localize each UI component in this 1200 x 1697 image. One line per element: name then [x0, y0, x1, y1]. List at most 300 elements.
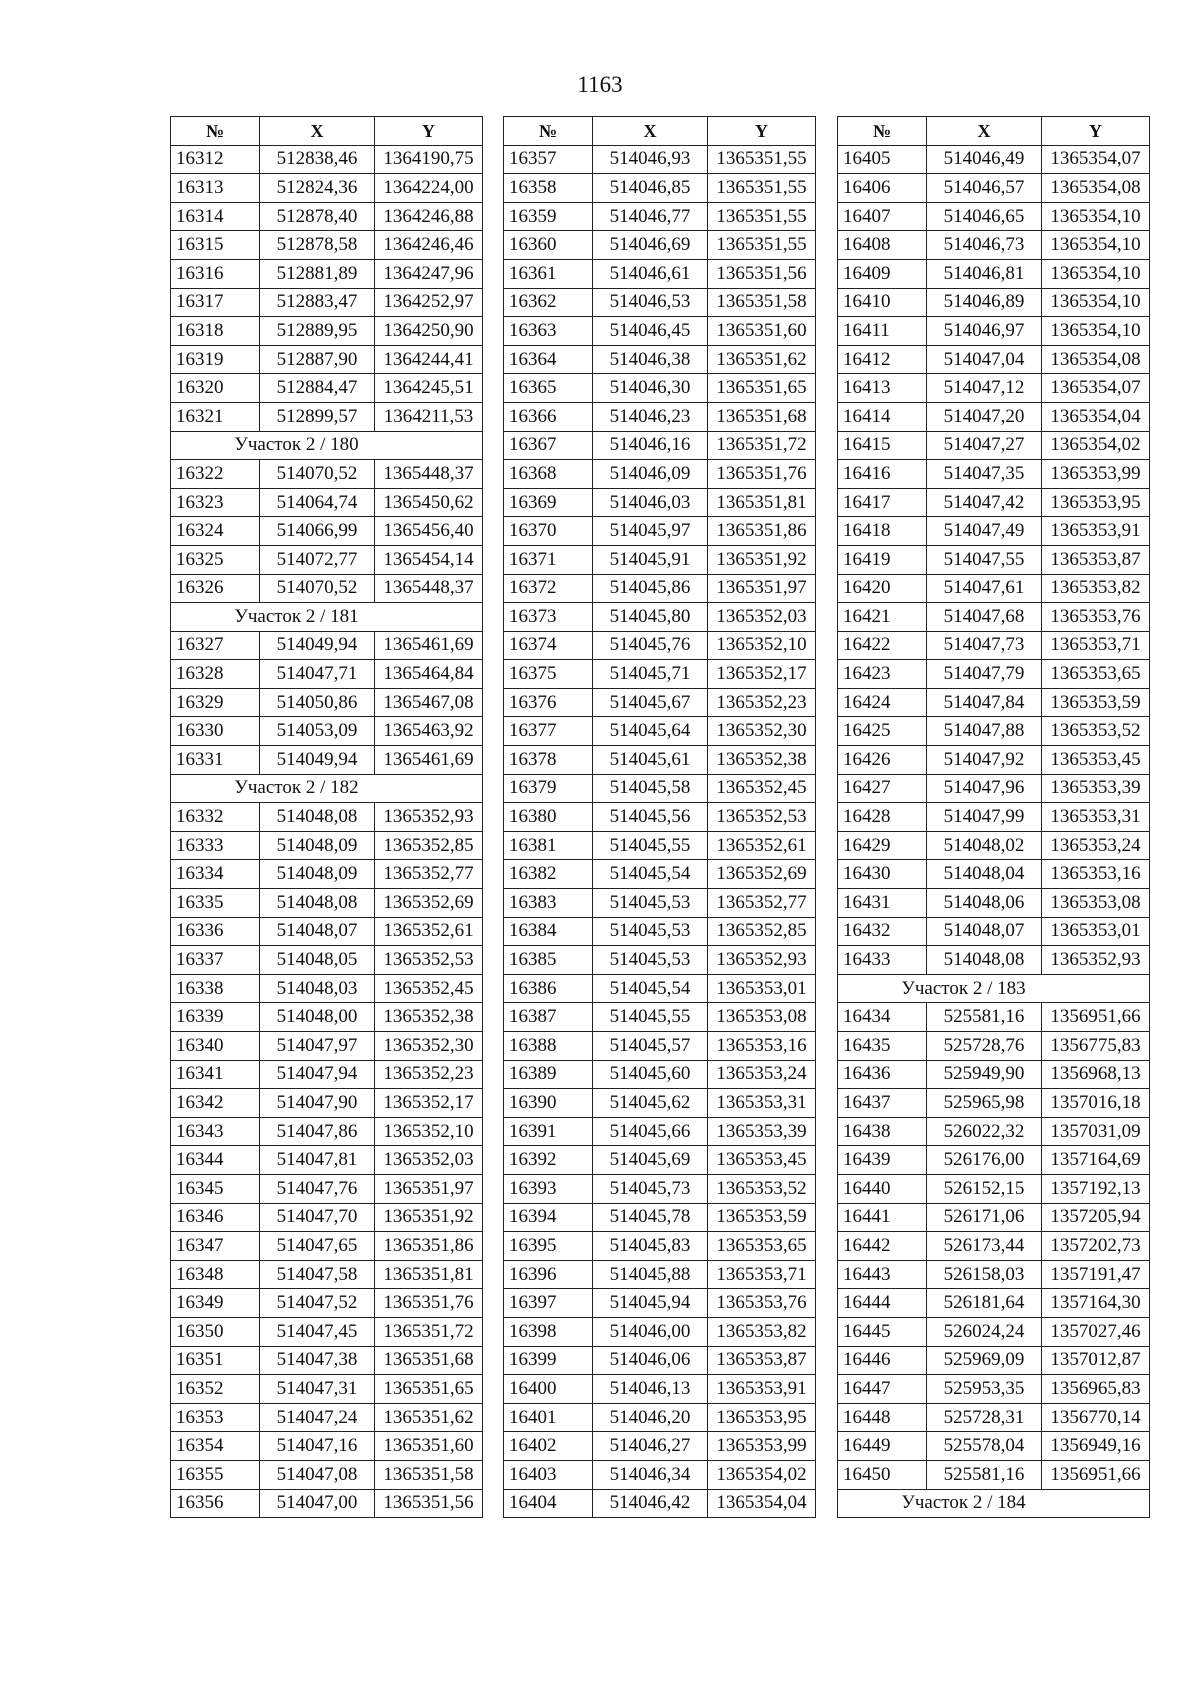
y-coordinate-cell: 1365353,65: [1042, 660, 1150, 689]
y-coordinate-cell: 1365353,95: [708, 1403, 816, 1432]
table-row: [504, 860, 816, 889]
section-label: Участок 2 / 181: [234, 605, 359, 627]
table-row: [838, 460, 1150, 489]
y-coordinate-cell: 1365353,91: [708, 1375, 816, 1404]
point-number-cell: 16356: [171, 1489, 260, 1518]
point-number-cell: 16345: [171, 1174, 260, 1203]
x-coordinate-cell: 526171,06: [927, 1203, 1042, 1232]
x-coordinate-cell: 514046,93: [593, 145, 708, 174]
point-number-cell: 16361: [504, 259, 593, 288]
point-number-cell: 16403: [504, 1460, 593, 1489]
point-number-cell: 16401: [504, 1403, 593, 1432]
y-coordinate-cell: 1357031,09: [1042, 1117, 1150, 1146]
x-coordinate-cell: 514046,89: [927, 288, 1042, 317]
y-coordinate-cell: 1365351,58: [375, 1460, 483, 1489]
y-coordinate-cell: 1365456,40: [375, 517, 483, 546]
table-row: [838, 545, 1150, 574]
table-row: [504, 402, 816, 431]
x-coordinate-cell: 514046,09: [593, 460, 708, 489]
point-number-cell: 16357: [504, 145, 593, 174]
y-coordinate-cell: 1365351,60: [375, 1432, 483, 1461]
y-coordinate-cell: 1365353,65: [708, 1232, 816, 1261]
y-coordinate-cell: 1365353,39: [708, 1117, 816, 1146]
table-row: [504, 1375, 816, 1404]
x-coordinate-cell: 512878,40: [260, 202, 375, 231]
x-coordinate-cell: 514048,02: [927, 831, 1042, 860]
point-number-cell: 16341: [171, 1060, 260, 1089]
point-number-cell: 16418: [838, 517, 927, 546]
x-coordinate-cell: 514046,27: [593, 1432, 708, 1461]
y-coordinate-cell: 1365353,82: [1042, 574, 1150, 603]
y-coordinate-cell: 1365352,03: [708, 603, 816, 632]
y-coordinate-cell: 1356775,83: [1042, 1032, 1150, 1061]
x-coordinate-cell: 512838,46: [260, 145, 375, 174]
point-number-cell: 16434: [838, 1003, 927, 1032]
table-row: [171, 1203, 483, 1232]
point-number-cell: 16340: [171, 1032, 260, 1061]
x-coordinate-cell: 525581,16: [927, 1460, 1042, 1489]
y-coordinate-cell: 1365352,61: [375, 917, 483, 946]
table-row: [171, 946, 483, 975]
x-coordinate-cell: 514045,88: [593, 1260, 708, 1289]
x-coordinate-cell: 514045,53: [593, 889, 708, 918]
y-coordinate-cell: 1365351,81: [375, 1260, 483, 1289]
table-row: [838, 174, 1150, 203]
table-row: [504, 746, 816, 775]
point-number-cell: 16405: [838, 145, 927, 174]
y-coordinate-cell: 1365467,08: [375, 688, 483, 717]
x-coordinate-cell: 514047,76: [260, 1174, 375, 1203]
y-coordinate-cell: 1365353,76: [708, 1289, 816, 1318]
table-row: [171, 288, 483, 317]
y-coordinate-cell: 1365351,58: [708, 288, 816, 317]
x-coordinate-cell: 514048,08: [260, 803, 375, 832]
x-coordinate-cell: 514046,38: [593, 345, 708, 374]
table-row: [504, 1146, 816, 1175]
x-coordinate-cell: 514048,09: [260, 831, 375, 860]
point-number-cell: 16349: [171, 1289, 260, 1318]
point-number-cell: 16346: [171, 1203, 260, 1232]
x-coordinate-cell: 514045,55: [593, 831, 708, 860]
point-number-cell: 16312: [171, 145, 260, 174]
point-number-cell: 16428: [838, 803, 927, 832]
table-row: [838, 860, 1150, 889]
point-number-cell: 16450: [838, 1460, 927, 1489]
x-coordinate-cell: 514070,52: [260, 460, 375, 489]
y-coordinate-cell: 1365351,62: [708, 345, 816, 374]
point-number-cell: 16313: [171, 174, 260, 203]
table-row: [838, 202, 1150, 231]
table-row: [504, 460, 816, 489]
x-coordinate-cell: 526158,03: [927, 1260, 1042, 1289]
y-coordinate-cell: 1365352,30: [708, 717, 816, 746]
table-row: [504, 1203, 816, 1232]
y-coordinate-cell: 1365461,69: [375, 746, 483, 775]
y-coordinate-cell: 1364246,46: [375, 231, 483, 260]
table-row: [171, 202, 483, 231]
point-number-cell: 16389: [504, 1060, 593, 1089]
point-number-cell: 16421: [838, 603, 927, 632]
x-coordinate-cell: 514053,09: [260, 717, 375, 746]
x-coordinate-cell: 514047,86: [260, 1117, 375, 1146]
y-coordinate-cell: 1357164,30: [1042, 1289, 1150, 1318]
x-coordinate-cell: 514046,06: [593, 1346, 708, 1375]
point-number-cell: 16322: [171, 460, 260, 489]
y-coordinate-cell: 1365353,82: [708, 1317, 816, 1346]
x-coordinate-cell: 526181,64: [927, 1289, 1042, 1318]
point-number-cell: 16332: [171, 803, 260, 832]
table-row: [838, 402, 1150, 431]
point-number-cell: 16380: [504, 803, 593, 832]
x-coordinate-cell: 512884,47: [260, 374, 375, 403]
y-coordinate-cell: 1365353,16: [708, 1032, 816, 1061]
x-coordinate-cell: 512889,95: [260, 317, 375, 346]
table-row: [504, 1346, 816, 1375]
x-coordinate-cell: 514045,55: [593, 1003, 708, 1032]
x-coordinate-cell: 514046,20: [593, 1403, 708, 1432]
x-coordinate-cell: 514047,84: [927, 688, 1042, 717]
table-row: [504, 317, 816, 346]
y-coordinate-cell: 1365352,23: [708, 688, 816, 717]
point-number-cell: 16429: [838, 831, 927, 860]
y-coordinate-cell: 1365351,76: [375, 1289, 483, 1318]
point-number-cell: 16372: [504, 574, 593, 603]
point-number-cell: 16439: [838, 1146, 927, 1175]
table-row: [504, 1117, 816, 1146]
y-coordinate-cell: 1357202,73: [1042, 1232, 1150, 1261]
table-row: [504, 717, 816, 746]
point-number-cell: 16324: [171, 517, 260, 546]
x-coordinate-cell: 514045,83: [593, 1232, 708, 1261]
y-coordinate-cell: 1365351,86: [375, 1232, 483, 1261]
x-coordinate-cell: 514047,27: [927, 431, 1042, 460]
table-row: [504, 831, 816, 860]
column-header-x: X: [927, 117, 1042, 146]
x-coordinate-cell: 514046,13: [593, 1375, 708, 1404]
table-row: [171, 145, 483, 174]
y-coordinate-cell: 1364252,97: [375, 288, 483, 317]
point-number-cell: 16382: [504, 860, 593, 889]
table-row: [504, 1232, 816, 1261]
point-number-cell: 16402: [504, 1432, 593, 1461]
point-number-cell: 16338: [171, 974, 260, 1003]
x-coordinate-cell: 514046,30: [593, 374, 708, 403]
table-row: [838, 288, 1150, 317]
point-number-cell: 16334: [171, 860, 260, 889]
x-coordinate-cell: 514046,45: [593, 317, 708, 346]
table-row: [838, 1117, 1150, 1146]
point-number-cell: 16364: [504, 345, 593, 374]
section-cell: [171, 431, 483, 460]
x-coordinate-cell: 514046,49: [927, 145, 1042, 174]
table-row: [171, 1375, 483, 1404]
table-row: [504, 431, 816, 460]
table-row: [838, 145, 1150, 174]
table-row: [171, 803, 483, 832]
table-row: [504, 545, 816, 574]
table-row: [838, 1289, 1150, 1318]
table-row: [838, 488, 1150, 517]
point-number-cell: 16370: [504, 517, 593, 546]
table-row: [838, 1460, 1150, 1489]
table-row: [838, 803, 1150, 832]
table-row: [171, 1346, 483, 1375]
table-row: [504, 603, 816, 632]
point-number-cell: 16367: [504, 431, 593, 460]
x-coordinate-cell: 514045,97: [593, 517, 708, 546]
y-coordinate-cell: 1365354,04: [708, 1489, 816, 1518]
y-coordinate-cell: 1365353,71: [708, 1260, 816, 1289]
table-row: [504, 1060, 816, 1089]
x-coordinate-cell: 514046,73: [927, 231, 1042, 260]
point-number-cell: 16413: [838, 374, 927, 403]
column-header-number: №: [504, 117, 593, 146]
point-number-cell: 16352: [171, 1375, 260, 1404]
table-row: [171, 860, 483, 889]
table-row: [838, 259, 1150, 288]
x-coordinate-cell: 526022,32: [927, 1117, 1042, 1146]
table-row: [838, 946, 1150, 975]
table-row: [171, 460, 483, 489]
point-number-cell: 16423: [838, 660, 927, 689]
y-coordinate-cell: 1357164,69: [1042, 1146, 1150, 1175]
table-row: [171, 746, 483, 775]
y-coordinate-cell: 1365448,37: [375, 574, 483, 603]
table-row: [838, 1146, 1150, 1175]
x-coordinate-cell: 514045,56: [593, 803, 708, 832]
x-coordinate-cell: 525581,16: [927, 1003, 1042, 1032]
y-coordinate-cell: 1364245,51: [375, 374, 483, 403]
y-coordinate-cell: 1365351,65: [708, 374, 816, 403]
point-number-cell: 16445: [838, 1317, 927, 1346]
section-cell: [838, 1489, 1150, 1518]
y-coordinate-cell: 1365351,55: [708, 174, 816, 203]
y-coordinate-cell: 1365352,45: [708, 774, 816, 803]
table-row: [838, 317, 1150, 346]
y-coordinate-cell: 1365351,68: [708, 402, 816, 431]
point-number-cell: 16336: [171, 917, 260, 946]
y-coordinate-cell: 1365351,62: [375, 1403, 483, 1432]
x-coordinate-cell: 514047,42: [927, 488, 1042, 517]
section-label: Участок 2 / 182: [234, 777, 359, 799]
x-coordinate-cell: 514046,03: [593, 488, 708, 517]
table-row: [171, 1317, 483, 1346]
table-row: [171, 1117, 483, 1146]
point-number-cell: 16328: [171, 660, 260, 689]
x-coordinate-cell: 525965,98: [927, 1089, 1042, 1118]
y-coordinate-cell: 1365351,72: [708, 431, 816, 460]
point-number-cell: 16430: [838, 860, 927, 889]
x-coordinate-cell: 525728,76: [927, 1032, 1042, 1061]
table-row: [171, 259, 483, 288]
y-coordinate-cell: 1365351,97: [708, 574, 816, 603]
x-coordinate-cell: 514046,77: [593, 202, 708, 231]
y-coordinate-cell: 1365354,10: [1042, 231, 1150, 260]
x-coordinate-cell: 514047,24: [260, 1403, 375, 1432]
point-number-cell: 16319: [171, 345, 260, 374]
x-coordinate-cell: 514047,70: [260, 1203, 375, 1232]
point-number-cell: 16396: [504, 1260, 593, 1289]
x-coordinate-cell: 514045,73: [593, 1174, 708, 1203]
point-number-cell: 16373: [504, 603, 593, 632]
y-coordinate-cell: 1365351,92: [708, 545, 816, 574]
table-row: [838, 1260, 1150, 1289]
y-coordinate-cell: 1365352,85: [375, 831, 483, 860]
x-coordinate-cell: 514070,52: [260, 574, 375, 603]
y-coordinate-cell: 1364250,90: [375, 317, 483, 346]
x-coordinate-cell: 514046,16: [593, 431, 708, 460]
point-number-cell: 16337: [171, 946, 260, 975]
x-coordinate-cell: 526024,24: [927, 1317, 1042, 1346]
point-number-cell: 16374: [504, 631, 593, 660]
point-number-cell: 16390: [504, 1089, 593, 1118]
y-coordinate-cell: 1365351,65: [375, 1375, 483, 1404]
point-number-cell: 16420: [838, 574, 927, 603]
point-number-cell: 16437: [838, 1089, 927, 1118]
point-number-cell: 16327: [171, 631, 260, 660]
y-coordinate-cell: 1365351,86: [708, 517, 816, 546]
point-number-cell: 16326: [171, 574, 260, 603]
table-row: [504, 688, 816, 717]
x-coordinate-cell: 514045,61: [593, 746, 708, 775]
table-row: [838, 774, 1150, 803]
table-row: [504, 1003, 816, 1032]
y-coordinate-cell: 1365450,62: [375, 488, 483, 517]
x-coordinate-cell: 514047,16: [260, 1432, 375, 1461]
x-coordinate-cell: 514047,45: [260, 1317, 375, 1346]
y-coordinate-cell: 1365352,17: [708, 660, 816, 689]
table-row: [838, 1432, 1150, 1461]
y-coordinate-cell: 1364246,88: [375, 202, 483, 231]
point-number-cell: 16335: [171, 889, 260, 918]
y-coordinate-cell: 1364211,53: [375, 402, 483, 431]
table-row: [171, 1032, 483, 1061]
x-coordinate-cell: 514050,86: [260, 688, 375, 717]
point-number-cell: 16391: [504, 1117, 593, 1146]
y-coordinate-cell: 1365352,03: [375, 1146, 483, 1175]
x-coordinate-cell: 514046,97: [927, 317, 1042, 346]
table-row: [504, 946, 816, 975]
y-coordinate-cell: 1356968,13: [1042, 1060, 1150, 1089]
y-coordinate-cell: 1365353,01: [708, 974, 816, 1003]
point-number-cell: 16314: [171, 202, 260, 231]
table-row: [171, 1089, 483, 1118]
y-coordinate-cell: 1365353,24: [708, 1060, 816, 1089]
table-row: [838, 1174, 1150, 1203]
table-row: [838, 1403, 1150, 1432]
table-row: [171, 374, 483, 403]
table-row: [504, 1432, 816, 1461]
table-row: [838, 1232, 1150, 1261]
table-row: [838, 631, 1150, 660]
y-coordinate-cell: 1365351,56: [708, 259, 816, 288]
y-coordinate-cell: 1365352,38: [708, 746, 816, 775]
table-row: [838, 1375, 1150, 1404]
y-coordinate-cell: 1365353,95: [1042, 488, 1150, 517]
y-coordinate-cell: 1365351,60: [708, 317, 816, 346]
y-coordinate-cell: 1365463,92: [375, 717, 483, 746]
table-row: [171, 974, 483, 1003]
x-coordinate-cell: 525949,90: [927, 1060, 1042, 1089]
point-number-cell: 16432: [838, 917, 927, 946]
y-coordinate-cell: 1365352,10: [375, 1117, 483, 1146]
point-number-cell: 16378: [504, 746, 593, 775]
x-coordinate-cell: 512887,90: [260, 345, 375, 374]
x-coordinate-cell: 525578,04: [927, 1432, 1042, 1461]
table-row: [171, 631, 483, 660]
section-row: [838, 1489, 1150, 1518]
x-coordinate-cell: 514048,08: [927, 946, 1042, 975]
x-coordinate-cell: 514046,61: [593, 259, 708, 288]
x-coordinate-cell: 514045,60: [593, 1060, 708, 1089]
section-row: [171, 774, 483, 803]
point-number-cell: 16392: [504, 1146, 593, 1175]
section-row: [171, 603, 483, 632]
y-coordinate-cell: 1365352,69: [375, 889, 483, 918]
x-coordinate-cell: 514045,94: [593, 1289, 708, 1318]
x-coordinate-cell: 514048,08: [260, 889, 375, 918]
coordinates-table-3: [837, 116, 1150, 1518]
x-coordinate-cell: 514045,78: [593, 1203, 708, 1232]
x-coordinate-cell: 514047,52: [260, 1289, 375, 1318]
x-coordinate-cell: 514047,12: [927, 374, 1042, 403]
point-number-cell: 16399: [504, 1346, 593, 1375]
y-coordinate-cell: 1365353,87: [1042, 545, 1150, 574]
x-coordinate-cell: 514049,94: [260, 746, 375, 775]
x-coordinate-cell: 514045,53: [593, 917, 708, 946]
y-coordinate-cell: 1365351,55: [708, 231, 816, 260]
point-number-cell: 16359: [504, 202, 593, 231]
x-coordinate-cell: 512878,58: [260, 231, 375, 260]
point-number-cell: 16433: [838, 946, 927, 975]
point-number-cell: 16316: [171, 259, 260, 288]
y-coordinate-cell: 1365353,08: [1042, 889, 1150, 918]
x-coordinate-cell: 514045,80: [593, 603, 708, 632]
y-coordinate-cell: 1365354,08: [1042, 174, 1150, 203]
x-coordinate-cell: 514047,96: [927, 774, 1042, 803]
point-number-cell: 16317: [171, 288, 260, 317]
point-number-cell: 16407: [838, 202, 927, 231]
y-coordinate-cell: 1365353,16: [1042, 860, 1150, 889]
y-coordinate-cell: 1365353,87: [708, 1346, 816, 1375]
y-coordinate-cell: 1364247,96: [375, 259, 483, 288]
x-coordinate-cell: 525969,09: [927, 1346, 1042, 1375]
y-coordinate-cell: 1365353,91: [1042, 517, 1150, 546]
point-number-cell: 16415: [838, 431, 927, 460]
point-number-cell: 16411: [838, 317, 927, 346]
x-coordinate-cell: 514048,07: [927, 917, 1042, 946]
table-row: [838, 574, 1150, 603]
table-row: [171, 174, 483, 203]
y-coordinate-cell: 1364224,00: [375, 174, 483, 203]
point-number-cell: 16366: [504, 402, 593, 431]
point-number-cell: 16384: [504, 917, 593, 946]
x-coordinate-cell: 514046,81: [927, 259, 1042, 288]
table-row: [504, 259, 816, 288]
point-number-cell: 16431: [838, 889, 927, 918]
point-number-cell: 16387: [504, 1003, 593, 1032]
table-row: [838, 231, 1150, 260]
point-number-cell: 16347: [171, 1232, 260, 1261]
x-coordinate-cell: 514047,81: [260, 1146, 375, 1175]
table-row: [504, 1403, 816, 1432]
point-number-cell: 16408: [838, 231, 927, 260]
x-coordinate-cell: 514048,00: [260, 1003, 375, 1032]
point-number-cell: 16371: [504, 545, 593, 574]
point-number-cell: 16417: [838, 488, 927, 517]
point-number-cell: 16395: [504, 1232, 593, 1261]
y-coordinate-cell: 1365352,69: [708, 860, 816, 889]
